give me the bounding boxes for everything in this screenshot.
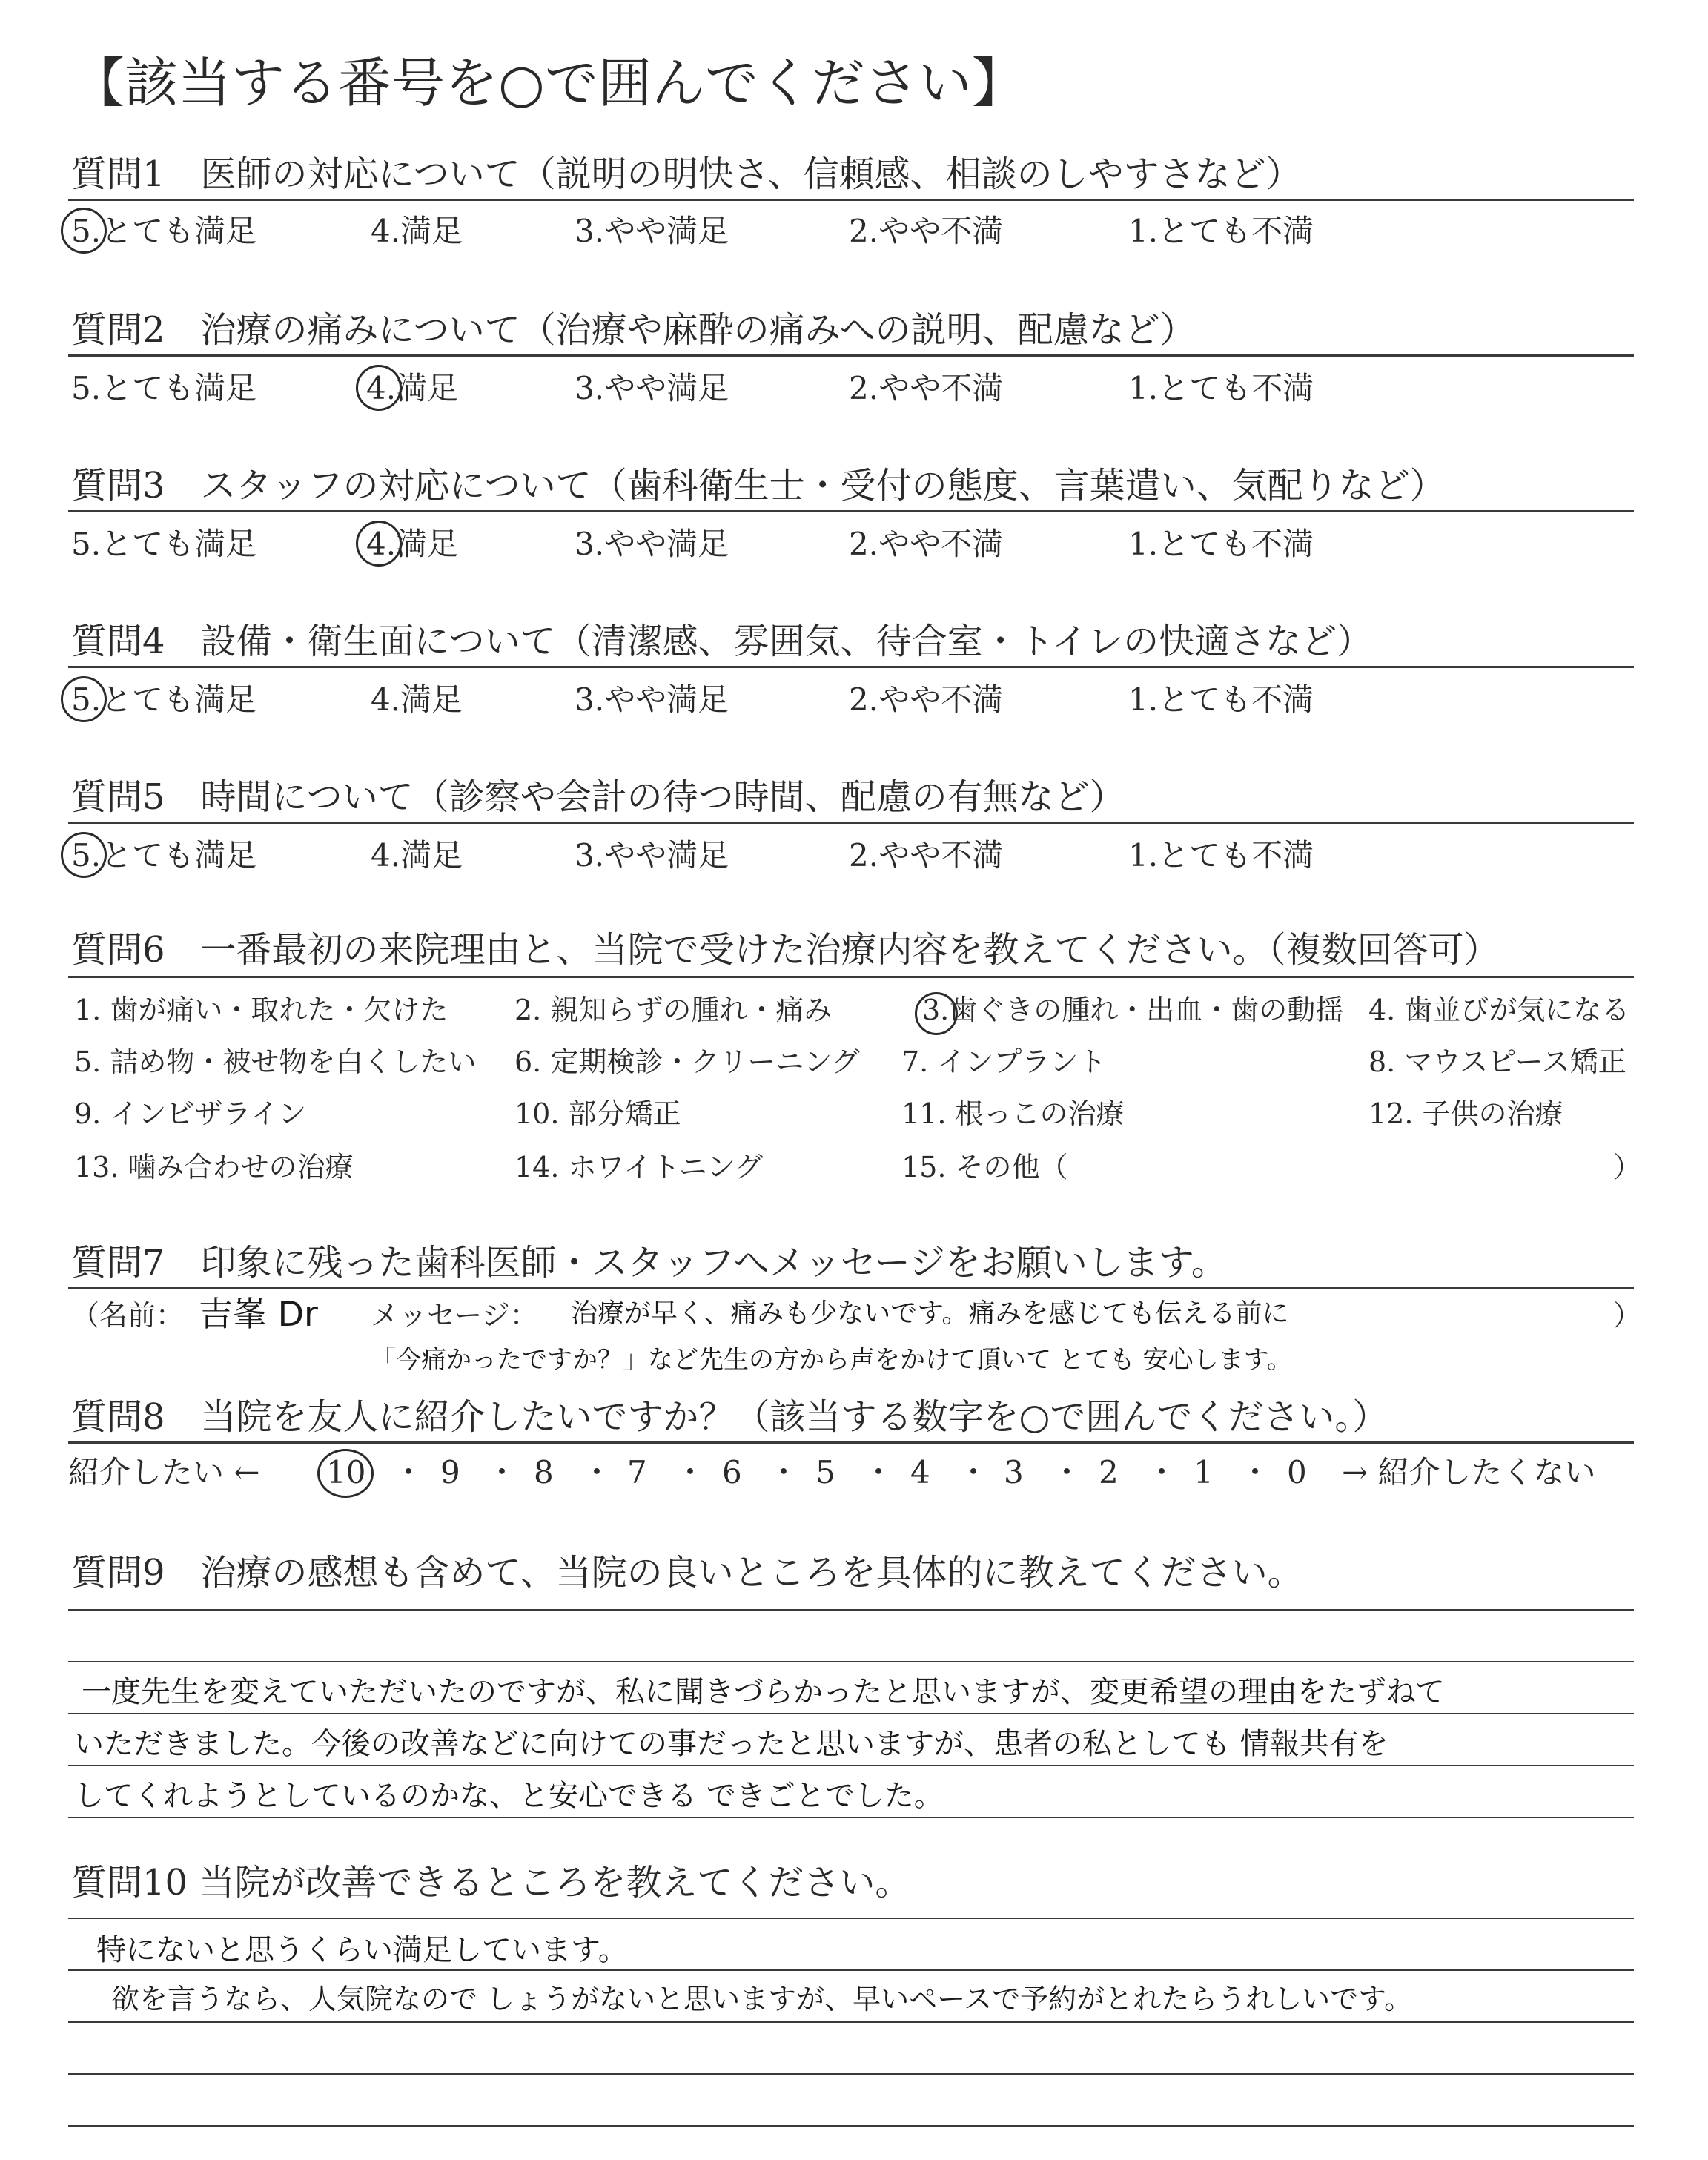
scale-dot: ・ <box>675 1454 706 1490</box>
referral-5[interactable]: 5 <box>815 1454 835 1490</box>
referral-8[interactable]: 8 <box>534 1454 554 1490</box>
scale-dot: ・ <box>393 1454 425 1490</box>
reason-option-6[interactable]: 6. 定期検診・クリーニング <box>514 1046 860 1078</box>
reason-option-14[interactable]: 14. ホワイトニング <box>514 1151 764 1183</box>
option-1[interactable]: 1.とても不満 <box>1128 370 1314 406</box>
referral-6[interactable]: 6 <box>722 1454 742 1490</box>
answer-line <box>68 2073 1634 2075</box>
answer-line-1: 特にないと思うくらい満足しています。 <box>96 1933 628 1967</box>
answer-line-2: いただきました。今後の改善などに向けての事だったと思いますが、患者の私としても 情報共有を <box>74 1727 1388 1761</box>
option-1[interactable]: 1.とても不満 <box>1128 681 1314 718</box>
question-8-heading: 質問8 当院を友人に紹介したいですか？（該当する数字を○で囲んでください。） <box>71 1396 1388 1438</box>
referral-4[interactable]: 4 <box>910 1454 930 1490</box>
question-2-rule <box>68 354 1634 357</box>
reason-option-15[interactable]: 15. その他（ <box>901 1151 1068 1183</box>
answer-line <box>68 1661 1634 1662</box>
answer-line <box>68 1918 1634 1919</box>
option-2[interactable]: 2.やや不満 <box>849 213 1004 249</box>
page-title: 【該当する番号を○で囲んでください】 <box>71 52 1025 114</box>
reason-option-10[interactable]: 10. 部分矯正 <box>514 1097 681 1130</box>
option-5[interactable]: 5.とても満足 <box>71 837 257 873</box>
question-3-heading: 質問3 スタッフの対応について（歯科衛生士・受付の態度、言葉遣い、気配りなど） <box>71 465 1446 506</box>
scale-dot: ・ <box>1051 1454 1083 1490</box>
answer-line-2: 欲を言うなら、人気院なので しょうがないと思いますが、早いペースで予約がとれたらうれしいです。 <box>111 1983 1413 2015</box>
referral-1[interactable]: 1 <box>1194 1454 1214 1490</box>
option-5[interactable]: 5.とても満足 <box>71 526 257 562</box>
option-3[interactable]: 3.やや満足 <box>575 526 729 562</box>
name-handwritten[interactable]: 吉峯 Dr <box>199 1294 318 1334</box>
option-3[interactable]: 3.やや満足 <box>575 213 729 249</box>
question-2-heading: 質問2 治療の痛みについて（治療や麻酔の痛みへの説明、配慮など） <box>71 309 1196 351</box>
name-label: （名前： <box>71 1299 185 1332</box>
reason-option-5[interactable]: 5. 詰め物・被せ物を白くしたい <box>74 1046 477 1078</box>
reason-option-3[interactable]: 3.歯ぐきの腫れ・出血・歯の動揺 <box>922 994 1344 1026</box>
option-2[interactable]: 2.やや不満 <box>849 526 1004 562</box>
answer-line-1: 一度先生を変えていただいたのですが、私に聞きづらかったと思いますが、変更希望の理由をたずねて <box>82 1675 1445 1709</box>
option-2[interactable]: 2.やや不満 <box>849 681 1004 718</box>
option-3[interactable]: 3.やや満足 <box>575 681 729 718</box>
message-line-2[interactable]: 「今痛かったですか？」など先生の方から声をかけて頂いて とても 安心します。 <box>371 1345 1292 1375</box>
question-6-heading: 質問6 一番最初の来院理由と、当院で受けた治療内容を教えてください。（複数回答可） <box>71 929 1500 971</box>
other-close-paren: ） <box>1613 1151 1642 1183</box>
question-5-heading: 質問5 時間について（診察や会計の待つ時間、配慮の有無など） <box>71 776 1125 818</box>
option-1[interactable]: 1.とても不満 <box>1128 526 1314 562</box>
referral-9[interactable]: 9 <box>440 1454 460 1490</box>
option-4[interactable]: 4.満足 <box>366 526 459 562</box>
referral-0[interactable]: 0 <box>1287 1454 1307 1490</box>
option-3[interactable]: 3.やや満足 <box>575 837 729 873</box>
reason-option-12[interactable]: 12. 子供の治療 <box>1368 1097 1563 1130</box>
question-5-rule <box>68 822 1634 824</box>
option-4[interactable]: 4.満足 <box>366 370 459 406</box>
question-10-heading: 質問10 当院が改善できるところを教えてください。 <box>71 1862 911 1903</box>
reason-option-11[interactable]: 11. 根っこの治療 <box>901 1097 1125 1130</box>
referral-7[interactable]: 7 <box>627 1454 647 1490</box>
scale-dot: ・ <box>1239 1454 1271 1490</box>
scale-dot: ・ <box>581 1454 613 1490</box>
referral-left-label: 紹介したい ← <box>68 1454 260 1490</box>
reason-option-1[interactable]: 1. 歯が痛い・取れた・欠けた <box>74 994 448 1026</box>
option-3[interactable]: 3.やや満足 <box>575 370 729 406</box>
question-8-rule <box>68 1441 1634 1444</box>
question-6-rule <box>68 976 1634 978</box>
reason-option-13[interactable]: 13. 噛み合わせの治療 <box>74 1151 354 1183</box>
question-1-heading: 質問1 医師の対応について（説明の明快さ、信頼感、相談のしやすさなど） <box>71 153 1302 195</box>
option-1[interactable]: 1.とても不満 <box>1128 837 1314 873</box>
scale-dot: ・ <box>768 1454 800 1490</box>
option-4[interactable]: 4.満足 <box>371 213 463 249</box>
referral-2[interactable]: 2 <box>1099 1454 1119 1490</box>
question-7-rule <box>68 1287 1634 1289</box>
scale-dot: ・ <box>1146 1454 1178 1490</box>
message-close-paren: ） <box>1613 1299 1642 1332</box>
referral-right-label: → 紹介したくない <box>1342 1454 1596 1490</box>
referral-10[interactable]: 10 <box>326 1454 366 1490</box>
option-2[interactable]: 2.やや不満 <box>849 370 1004 406</box>
scale-dot: ・ <box>486 1454 518 1490</box>
option-5[interactable]: 5.とても満足 <box>71 213 257 249</box>
option-1[interactable]: 1.とても不満 <box>1128 213 1314 249</box>
question-3-rule <box>68 510 1634 512</box>
reason-option-4[interactable]: 4. 歯並びが気になる <box>1368 994 1630 1026</box>
option-5[interactable]: 5.とても満足 <box>71 681 257 718</box>
answer-line <box>68 2021 1634 2023</box>
message-line-1[interactable]: 治療が早く、痛みも少ないです。痛みを感じても伝える前に <box>571 1298 1289 1329</box>
option-4[interactable]: 4.満足 <box>371 837 463 873</box>
option-5[interactable]: 5.とても満足 <box>71 370 257 406</box>
scale-dot: ・ <box>958 1454 990 1490</box>
answer-line <box>68 2125 1634 2127</box>
question-4-rule <box>68 666 1634 668</box>
option-4[interactable]: 4.満足 <box>371 681 463 718</box>
reason-option-2[interactable]: 2. 親知らずの腫れ・痛み <box>514 994 833 1026</box>
message-label: メッセージ： <box>371 1299 538 1332</box>
reason-option-7[interactable]: 7. インプラント <box>901 1046 1107 1078</box>
scale-dot: ・ <box>863 1454 895 1490</box>
option-2[interactable]: 2.やや不満 <box>849 837 1004 873</box>
referral-3[interactable]: 3 <box>1004 1454 1024 1490</box>
reason-option-9[interactable]: 9. インビザライン <box>74 1097 307 1130</box>
question-1-rule <box>68 199 1634 201</box>
question-4-heading: 質問4 設備・衛生面について（清潔感、雰囲気、待合室・トイレの快適さなど） <box>71 621 1373 662</box>
answer-line <box>68 1609 1634 1611</box>
reason-option-8[interactable]: 8. マウスピース矯正 <box>1368 1046 1626 1078</box>
answer-line-3: してくれようとしているのかな、と安心できる できごとでした。 <box>74 1779 944 1813</box>
question-7-heading: 質問7 印象に残った歯科医師・スタッフへメッセージをお願いします。 <box>71 1242 1227 1284</box>
question-9-heading: 質問9 治療の感想も含めて、当院の良いところを具体的に教えてください。 <box>71 1552 1303 1593</box>
